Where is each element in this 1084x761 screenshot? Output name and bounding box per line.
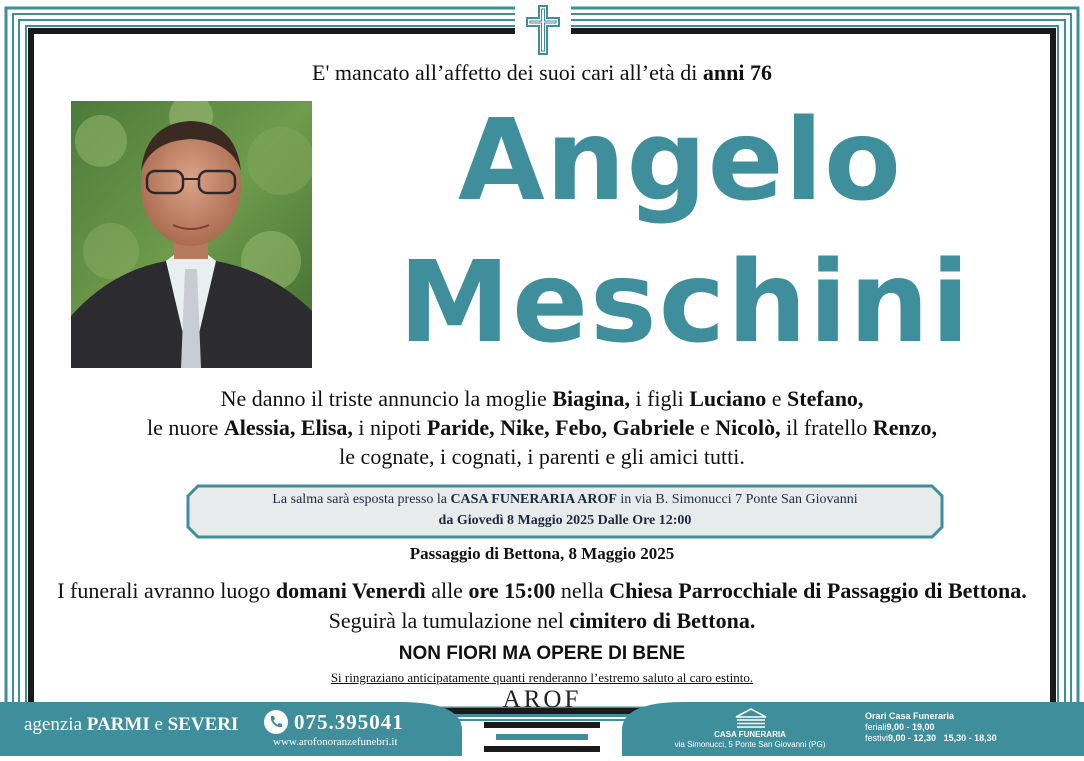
agency-phone[interactable]: 075.395041: [294, 710, 404, 734]
non-fiori-notice: NON FIORI MA OPERE DI BENE: [398, 643, 686, 664]
portrait-photo: [71, 101, 312, 368]
place-date: Passaggio di Bettona, 8 Maggio 2025: [409, 544, 675, 563]
agency-name: agenzia PARMI e SEVERI: [24, 714, 239, 735]
funeral-info: [0, 576, 1084, 636]
announcement-text: [40, 384, 1044, 471]
hours-feriali: feriali9,00 - 19,00: [865, 722, 935, 732]
viewing-time: da Giovedì 8 Maggio 2025 Dalle Ore 12:00: [438, 513, 692, 528]
funeral-line-2: Seguirà la tumulazione nel cimitero di Bettona.: [328, 608, 756, 633]
funeral-home-address: via Simonucci, 5 Ponte San Giovanni (PG): [674, 740, 826, 749]
cross-icon: [523, 4, 563, 56]
funeral-line-1: I funerali avranno luogo domani Venerdì alle ore 15:00 nella Chiesa Parrocchiale di Passaggio di Bettona.: [57, 578, 1027, 603]
hours-festivi: festivi9,00 - 12,30 15,30 - 18,30: [865, 733, 997, 743]
arof-logo-text: AROF: [502, 686, 582, 713]
hours-title: Orari Casa Funeraria: [865, 711, 955, 721]
deceased-last-name: Meschini: [398, 238, 972, 368]
viewing-info-box: [186, 484, 944, 539]
intro-line: E' mancato all’affetto dei suoi cari all’età di anni 76: [312, 60, 772, 85]
age: anni 76: [702, 60, 772, 85]
deceased-first-name: Angelo: [458, 96, 902, 226]
arof-logo: [480, 688, 604, 758]
agency-website[interactable]: www.arofonoranzefunebri.it: [273, 736, 398, 748]
funeral-home-building-icon: [734, 708, 768, 730]
thanks-note: Si ringraziano anticipatamente quanti renderanno l’estremo saluto al caro estinto.: [330, 670, 754, 685]
announcement-line-2: le nuore Alessia, Elisa, i nipoti Paride, Nike, Febo, Gabriele e Nicolò, il fratello Renzo,: [146, 415, 938, 440]
funeral-home-title: CASA FUNERARIA: [714, 730, 786, 739]
announcement-line-1: Ne danno il triste annuncio la moglie Biagina, i figli Luciano e Stefano,: [220, 386, 864, 411]
phone-icon: [263, 709, 289, 735]
viewing-location: La salma sarà esposta presso la CASA FUNERARIA AROF in via B. Simonucci 7 Ponte San Giovanni: [272, 492, 858, 507]
announcement-line-3: le cognate, i cognati, i parenti e gli amici tutti.: [339, 444, 745, 469]
opening-hours: [865, 711, 997, 744]
